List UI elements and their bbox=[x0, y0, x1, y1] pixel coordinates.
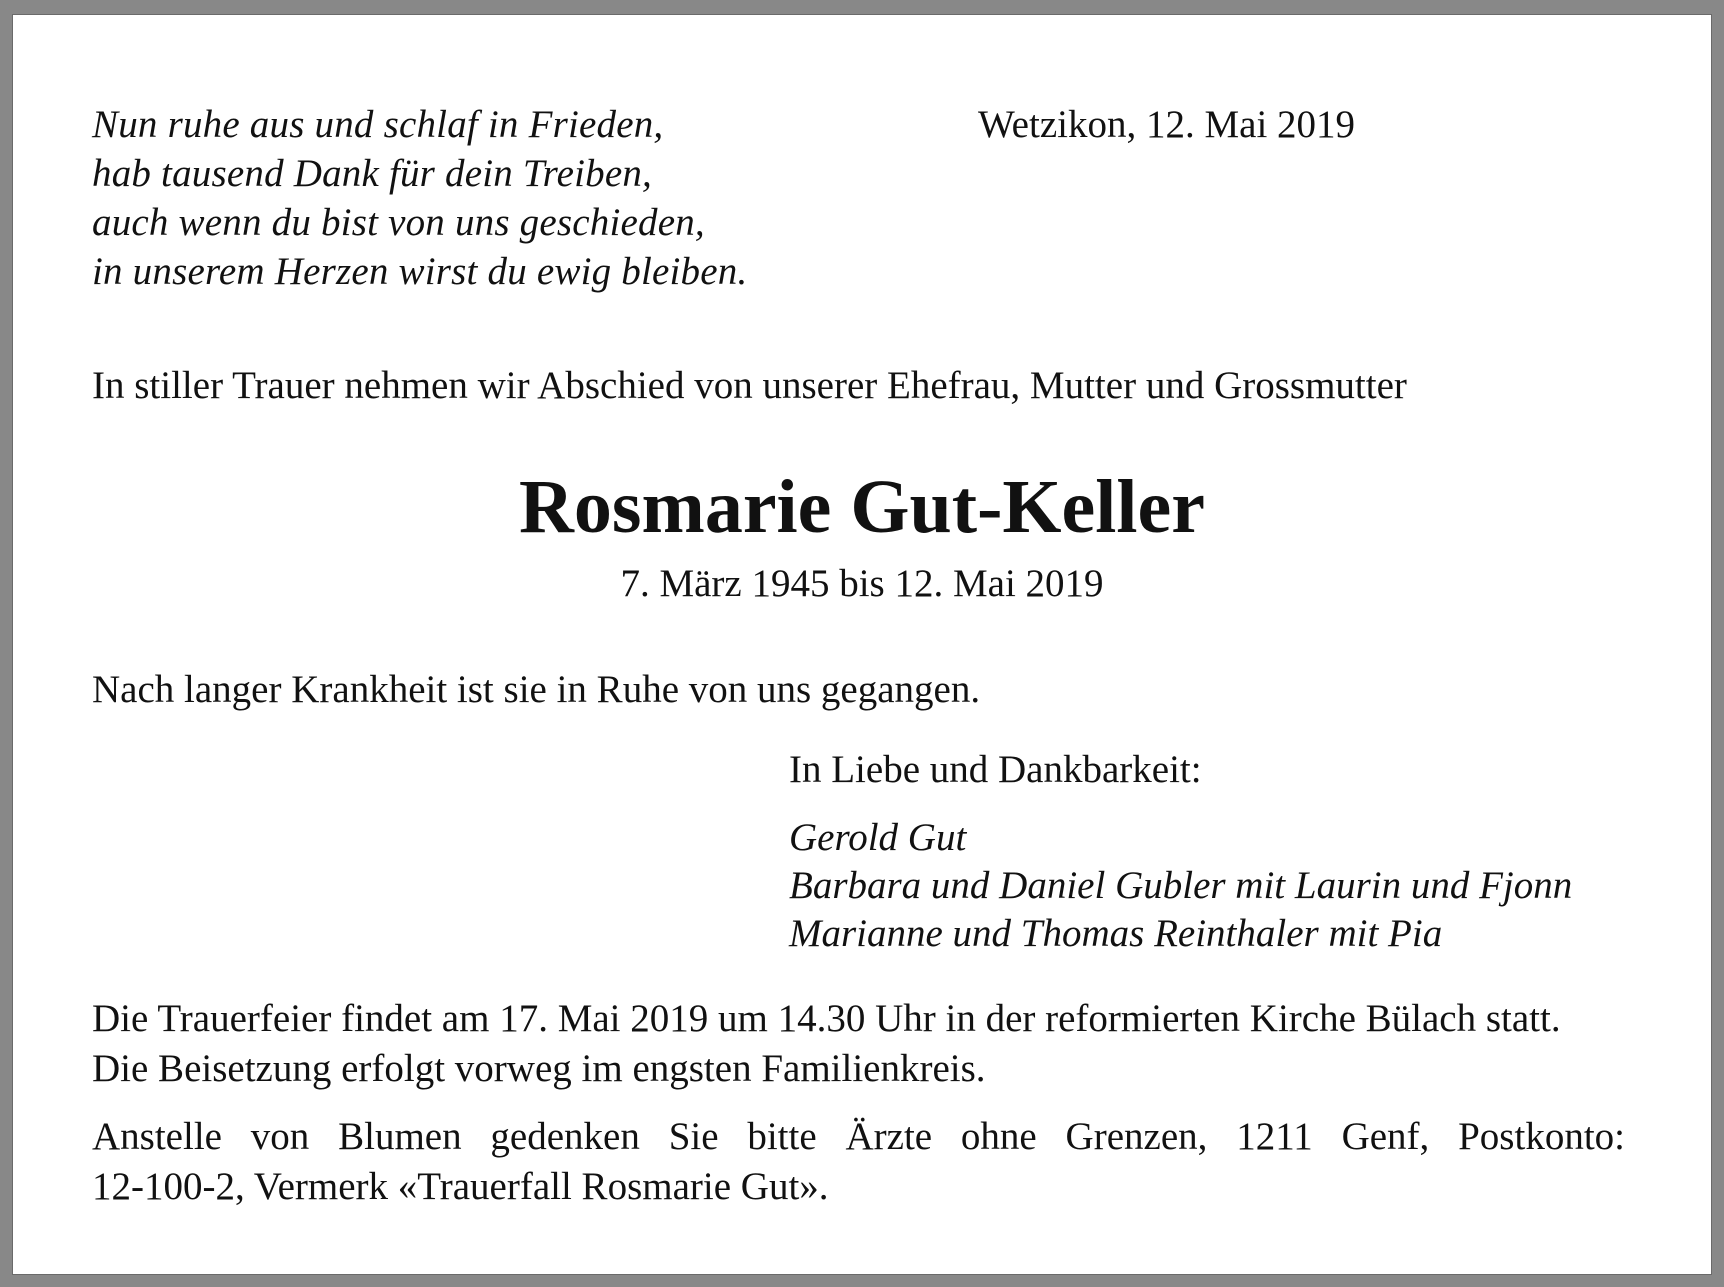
poem bbox=[92, 100, 747, 296]
donation-info bbox=[92, 1112, 1625, 1212]
place-date: Wetzikon, 12. Mai 2019 bbox=[978, 103, 1356, 146]
poem-line: hab tausend Dank für dein Treiben, bbox=[92, 152, 652, 195]
obituary-page bbox=[12, 14, 1712, 1275]
illness-text: Nach langer Krankheit ist sie in Ruhe von uns gegangen. bbox=[92, 668, 981, 711]
poem-line: Nun ruhe aus und schlaf in Frieden, bbox=[92, 103, 664, 146]
ceremony-line: Die Beisetzung erfolgt vorweg im engsten Familienkreis. bbox=[92, 1047, 986, 1090]
family-member: Gerold Gut bbox=[789, 816, 967, 859]
family-list bbox=[789, 814, 1572, 958]
family-member: Barbara und Daniel Gubler mit Laurin und Fjonn bbox=[789, 864, 1573, 907]
ceremony-info bbox=[92, 994, 1561, 1094]
signoff: In Liebe und Dankbarkeit: bbox=[789, 748, 1202, 791]
poem-line: auch wenn du bist von uns geschieden, bbox=[92, 201, 705, 244]
family-member: Marianne und Thomas Reinthaler mit Pia bbox=[789, 912, 1443, 955]
donation-line: Anstelle von Blumen gedenken Sie bitte Ärzte ohne Grenzen, 1211 Genf, Postkonto: bbox=[92, 1115, 1625, 1158]
deceased-name: Rosmarie Gut-Keller bbox=[519, 465, 1205, 549]
intro-text: In stiller Trauer nehmen wir Abschied von unserer Ehefrau, Mutter und Grossmutter bbox=[92, 364, 1407, 407]
poem-line: in unserem Herzen wirst du ewig bleiben. bbox=[92, 250, 748, 293]
life-dates: 7. März 1945 bis 12. Mai 2019 bbox=[620, 562, 1104, 605]
ceremony-line: Die Trauerfeier findet am 17. Mai 2019 um 14.30 Uhr in der reformierten Kirche Bülach statt. bbox=[92, 997, 1561, 1040]
donation-line: 12-100-2, Vermerk «Trauerfall Rosmarie Gut». bbox=[92, 1165, 829, 1208]
